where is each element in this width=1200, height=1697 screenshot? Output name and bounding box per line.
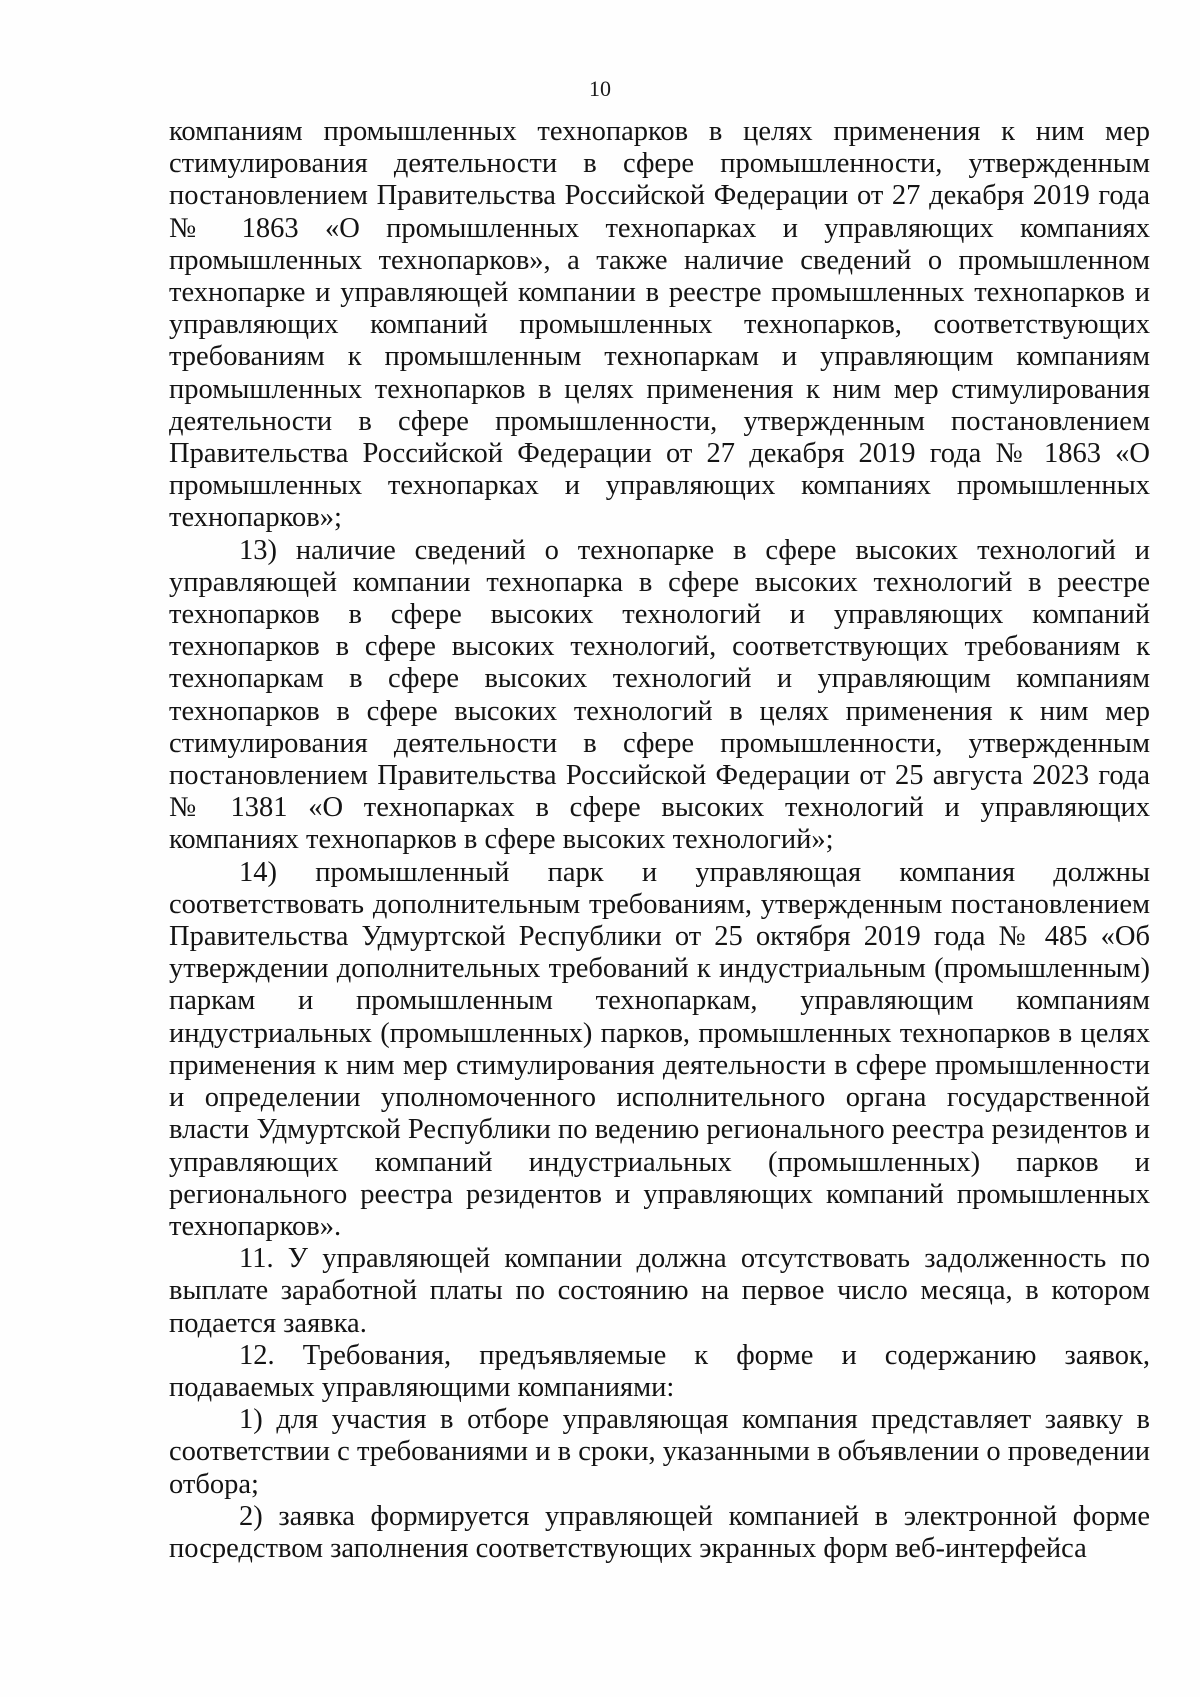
paragraph-subitem-2: 2) заявка формируется управляющей компанией в электронной форме посредством заполнения соответствующих экранных форм веб-интерфейса (169, 1500, 1150, 1564)
paragraph-clause-11: 11. У управляющей компании должна отсутствовать задолженность по выплате заработной платы по состоянию на первое число месяца, в котором подается заявка. (169, 1243, 1150, 1339)
paragraph-subitem-1: 1) для участия в отборе управляющая компания представляет заявку в соответствии с требованиями и в сроки, указанными в объявлении о проведении отбора; (169, 1404, 1150, 1500)
paragraph-item-13: 13) наличие сведений о технопарке в сфере высоких технологий и управляющей компании технопарка в сфере высоких технологий в реестре технопарков в сфере высоких технологий и управляющих компаний технопарков в сфере высоких технологий, соответствующих требованиям к технопаркам в сфере высоких технологий и управляющим компаниям технопарков в сфере высоких технологий в целях применения к ним мер стимулирования деятельности в сфере промышленности, утвержденным постановлением Правительства Российской Федерации от 25 августа 2023 года № 1381 «О технопарках в сфере высоких технологий и управляющих компаниях технопарков в сфере высоких технологий»; (169, 534, 1150, 856)
paragraph-item-14: 14) промышленный парк и управляющая компания должны соответствовать дополнительным требованиям, утвержденным постановлением Правительства Удмуртской Республики от 25 октября 2019 года № 485 «Об утверждении дополнительных требований к индустриальным (промышленным) паркам и промышленным технопаркам, управляющим компаниям индустриальных (промышленных) парков, промышленных технопарков в целях применения к ним мер стимулирования деятельности в сфере промышленности и определении уполномоченного исполнительного органа государственной власти Удмуртской Республики по ведению регионального реестра резидентов и управляющих компаний индустриальных (промышленных) парков и регионального реестра резидентов и управляющих компаний промышленных технопарков». (169, 856, 1150, 1242)
document-body (169, 116, 1150, 1565)
paragraph-clause-12: 12. Требования, предъявляемые к форме и содержанию заявок, подаваемых управляющими компаниями: (169, 1339, 1150, 1403)
page-number: 10 (589, 76, 611, 101)
paragraph-continuation: компаниям промышленных технопарков в целях применения к ним мер стимулирования деятельности в сфере промышленности, утвержденным постановлением Правительства Российской Федерации от 27 декабря 2019 года № 1863 «О промышленных технопарках и управляющих компаниях промышленных технопарков», а также наличие сведений о промышленном технопарке и управляющей компании в реестре промышленных технопарков и управляющих компаний промышленных технопарков, соответствующих требованиям к промышленным технопаркам и управляющим компаниям промышленных технопарков в целях применения к ним мер стимулирования деятельности в сфере промышленности, утвержденным постановлением Правительства Российской Федерации от 27 декабря 2019 года № 1863 «О промышленных технопарках и управляющих компаниях промышленных технопарков»; (169, 116, 1150, 534)
